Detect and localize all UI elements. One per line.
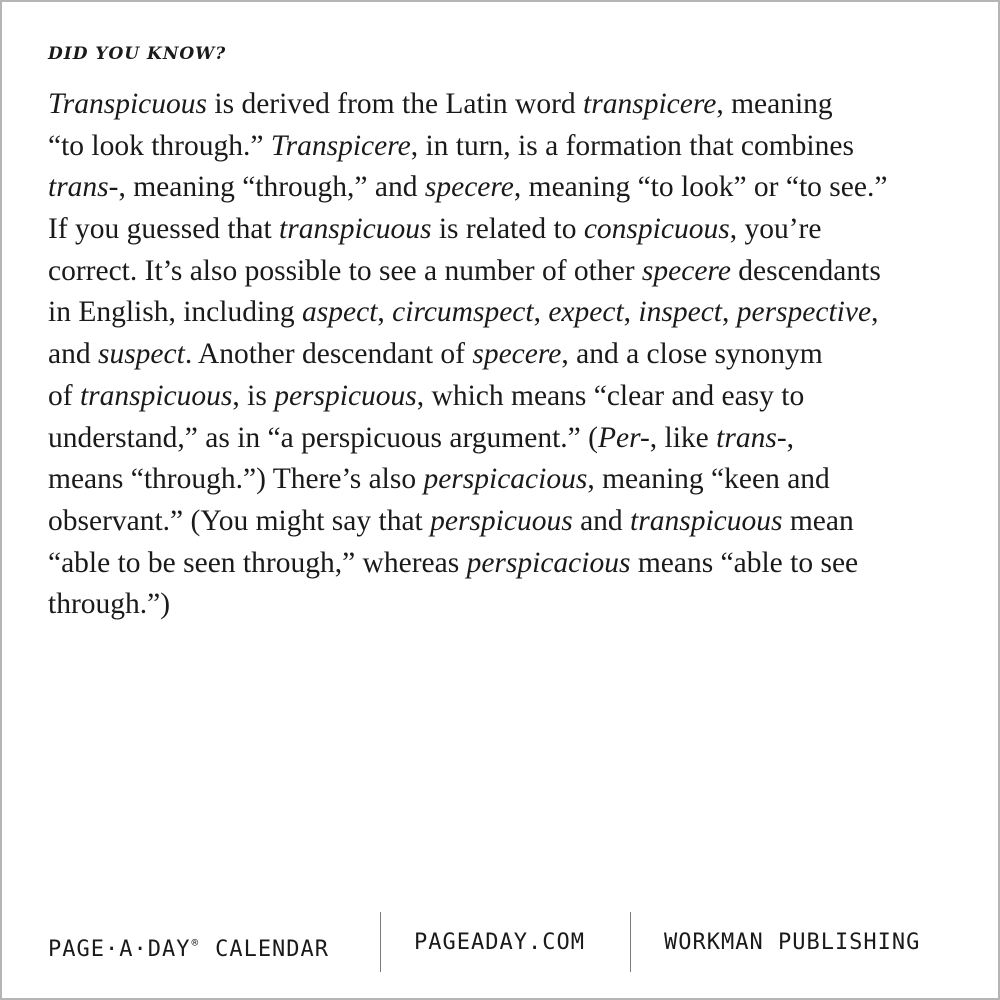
text-segment: means “able to see [630, 546, 859, 579]
text-segment: , [721, 296, 737, 329]
footer-divider [380, 912, 381, 972]
text-segment: , [786, 421, 795, 454]
brand-name: PAGE·A·DAY [48, 937, 191, 962]
text-line [48, 543, 963, 585]
text-segment: , [871, 296, 879, 329]
text-segment: descendants [730, 254, 881, 287]
text-line [48, 418, 963, 460]
text-segment: , meaning “through,” and [118, 171, 425, 204]
text-line [48, 292, 963, 334]
text-segment: , [533, 296, 549, 329]
italic-term: specere [641, 254, 731, 287]
body-paragraph [48, 84, 963, 626]
text-segment: means “through.”) There’s also [48, 463, 424, 496]
italic-term: perspicuous [430, 504, 573, 537]
italic-term: suspect [97, 338, 185, 371]
text-segment: , [377, 296, 393, 329]
text-segment: is derived from the Latin word [207, 88, 584, 120]
text-segment: understand,” as in “a perspicuous argument.” ( [48, 421, 598, 454]
text-segment: correct. It’s also possible to see a number of other [48, 254, 642, 287]
text-segment: is related to [431, 213, 584, 246]
text-line [48, 376, 963, 418]
italic-term: perspicacious [466, 546, 631, 579]
text-segment: of [48, 379, 80, 412]
text-segment: through.”) [48, 588, 171, 621]
footer-divider [630, 912, 631, 972]
italic-term: perspicuous [274, 379, 417, 412]
italic-term: aspect [302, 296, 378, 329]
italic-term: specere [424, 171, 514, 204]
text-line [48, 126, 963, 168]
italic-term: perspicacious [423, 463, 588, 496]
text-segment: and [572, 504, 631, 537]
italic-term: Transpicere [270, 129, 411, 162]
text-line [48, 84, 963, 126]
text-line [48, 459, 963, 501]
italic-term: conspicuous [583, 213, 730, 246]
text-line [48, 251, 963, 293]
text-line [48, 334, 963, 376]
text-segment: , meaning [716, 88, 833, 120]
text-line [48, 584, 963, 626]
italic-term: trans- [48, 171, 119, 204]
italic-term: expect [548, 296, 624, 329]
italic-term: transpicuous [630, 504, 783, 537]
text-segment: observant.” (You might say that [48, 504, 431, 537]
text-segment: , in turn, is a formation that combines [410, 129, 854, 162]
italic-term: specere [472, 338, 562, 371]
footer-website: PAGEADAY.COM [414, 930, 585, 955]
italic-term: transpicuous [79, 379, 233, 412]
italic-term: inspect [638, 296, 722, 329]
text-segment: . Another descendant of [184, 338, 473, 371]
text-segment: mean [782, 504, 854, 537]
text-segment: “to look through.” [48, 129, 271, 162]
italic-term: circumspect [392, 296, 534, 329]
italic-term: transpicere [583, 88, 717, 120]
text-segment: If you guessed that [48, 213, 280, 246]
text-segment: , is [232, 379, 275, 412]
text-segment: and [48, 338, 98, 371]
registered-mark: ® [191, 936, 200, 949]
footer-brand [48, 930, 329, 963]
text-segment: , you’re [729, 213, 822, 246]
text-line [48, 209, 963, 251]
brand-suffix: CALENDAR [215, 937, 330, 962]
italic-term: transpicuous [279, 213, 432, 246]
italic-term: Per- [597, 421, 650, 454]
text-line [48, 501, 963, 543]
footer-publisher: WORKMAN PUBLISHING [664, 930, 921, 955]
italic-term: trans- [716, 421, 787, 454]
text-segment: , meaning “keen and [587, 463, 830, 496]
italic-term: Transpicuous [48, 88, 208, 120]
text-segment: , like [649, 421, 717, 454]
text-segment: , [623, 296, 639, 329]
text-segment: , which means “clear and easy to [416, 379, 805, 412]
footer [2, 908, 1000, 972]
text-segment: , and a close synonym [561, 338, 823, 371]
italic-term: perspective [736, 296, 872, 329]
section-heading: DID YOU KNOW? [48, 44, 227, 64]
text-segment: in English, including [48, 296, 303, 329]
text-segment: “able to be seen through,” whereas [48, 546, 467, 579]
text-line [48, 167, 963, 209]
text-segment: , meaning “to look” or “to see.” [513, 171, 888, 204]
